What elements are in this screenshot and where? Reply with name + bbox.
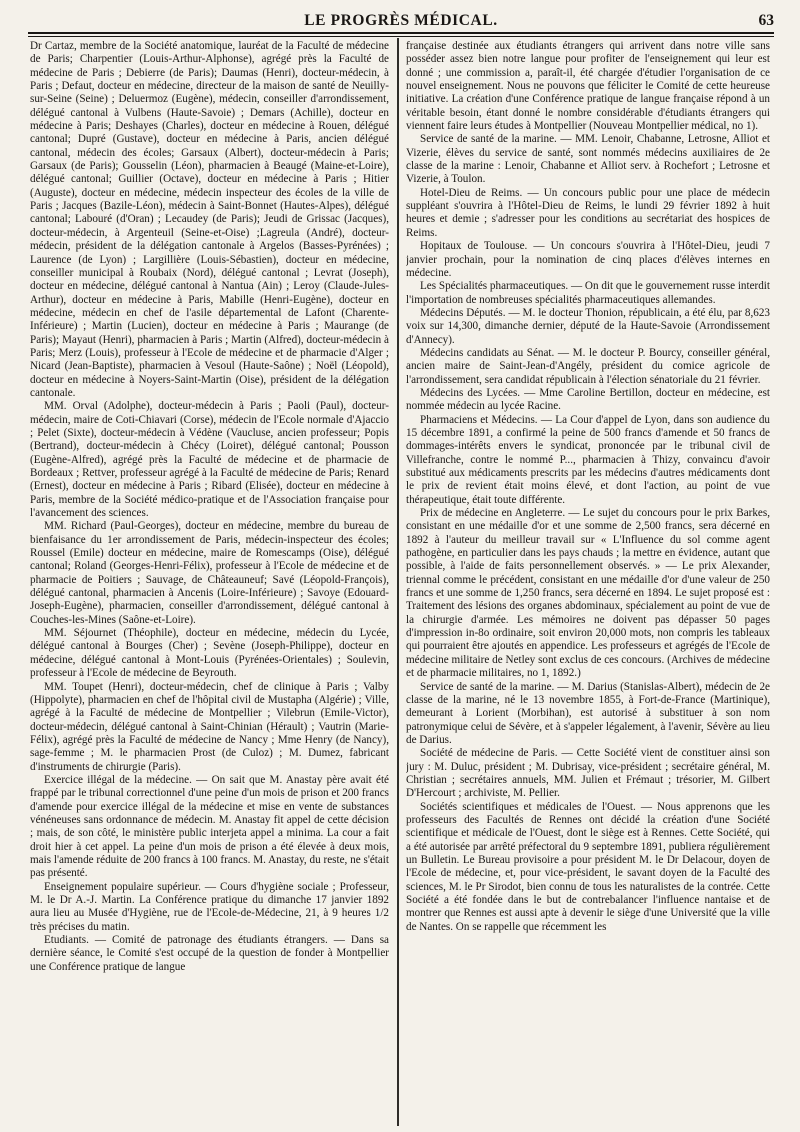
paragraph: MM. Toupet (Henri), docteur-médecin, chef de clinique à Paris ; Valby (Hippolyte), pharmacien en chef de l'hôpital civil de Mustapha (Algérie) ; Ville, agrégé à la Faculté de médecine de Montpellier ; Vilebrun (Emile-Victor), docteur-médecin, délégué cantonal à Saint-Chinian (Hérault) ; Vautrin (Marie-Félix), agrégé près la Faculté de médecine de Nancy ; Mme Henry (de Nancy), sage-femme ; M. le pharmacien Prost (de Culoz) ; M. Dumez, fabricant d'instruments de chirurgie (Paris). <box>30 680 389 773</box>
paragraph: Prix de médecine en Angleterre. — Le sujet du concours pour le prix Barkes, consistant en une médaille d'or et une somme de 2,500 francs, sera décerné en 1892 à l'auteur du meilleur travail sur « L'Influence du sol comme agent pathogène, en particulier dans les pays chauds ; la mettre en évidence, autant que possible, à l'aide de faits personnellement observés. » — Le prix Alexander, triennal comme le précédent, consistant en une médaille d'or d'une valeur de 250 francs et une somme de 1,250 francs, sera décerné en 1894. Le sujet proposé est : Traitement des lésions des organes abdominaux, spécialement au point de vue de la chirurgie d'armée. Les mémoires ne doivent pas dépasser 50 pages d'impression in-8o ordinaire, soit environ 20,000 mots, non compris les tableaux qui pourraient être ajoutés en appendice. Les professeurs et agrégés de l'Ecole de médecine militaire de Netley sont exclus de ces concours. (Archives de médecine et de pharmacie militaires, no 1, 1892.) <box>406 507 770 680</box>
paragraph: Hotel-Dieu de Reims. — Un concours public pour une place de médecin suppléant s'ouvrira à l'Hôtel-Dieu de Reims, le lundi 29 février 1892 à huit heures et demie ; s'adresser pour les conditions au secrétariat des hospices de Reims. <box>406 186 770 239</box>
header-rule <box>28 32 774 34</box>
journal-title: LE PROGRÈS MÉDICAL. <box>304 12 498 29</box>
paragraph: Exercice illégal de la médecine. — On sait que M. Anastay père avait été frappé par le tribunal correctionnel d'une peine d'un mois de prison et 200 francs d'amende pour exercice illégal de la médecine et mise en vente de substances vénéneuses sans ordonnance de médecin. M. Anastay fit appel de cette décision ; mais, de son côté, le ministère public interjeta appel a minima. La cour a fait droit hier à cet appel. La peine d'un mois de prison a été élevée à deux mois, mais l'amende réduite de 200 francs à 100 francs. M. Anastay, du reste, ne s'était pas présenté. <box>30 773 389 880</box>
page-number: 63 <box>758 12 774 29</box>
page-header <box>28 8 774 30</box>
paragraph: Médecins Députés. — M. le docteur Thonion, républicain, a été élu, par 8,623 voix sur 14,300, dimanche dernier, député de la Haute-Savoie (Arrondissement d'Annecy). <box>406 306 770 346</box>
header-rule-thin <box>28 36 774 37</box>
paragraph: Service de santé de la marine. — MM. Lenoir, Chabanne, Letrosne, Alliot et Vizerie, élèves du service de santé, sont nommés médecins auxiliaires de 2e classe de la marine : Lenoir, Chabanne et Alliot serv. à Rochefort ; Letrosne et Vizerie, à Toulon. <box>406 133 770 186</box>
paragraph: Société de médecine de Paris. — Cette Société vient de constituer ainsi son jury : M. Duluc, président ; M. Dubrisay, vice-président ; secrétaire général, M. Christian ; secrétaires annuels, MM. Julien et Frémaut ; trésorier, M. Gilbert D'Hercourt ; archiviste, M. Pellier. <box>406 747 770 800</box>
column-divider <box>397 38 399 1126</box>
paragraph: Médecins des Lycées. — Mme Caroline Bertillon, docteur en médecine, est nommée médecin au lycée Racine. <box>406 386 770 413</box>
paragraph: Etudiants. — Comité de patronage des étudiants étrangers. — Dans sa dernière séance, le Comité s'est occupé de la question de fonder à Montpellier une Conférence pratique de langue <box>30 934 389 973</box>
paragraph: Sociétés scientifiques et médicales de l'Ouest. — Nous apprenons que les professeurs des Facultés de Rennes ont décidé la création d'une Société scientifique et médicale de l'Ouest, dont le siège est à Rennes. Cette Société, qui a été autorisée par arrêté préfectoral du 9 septembre 1891, publiera régulièrement un Bulletin. Le Bureau provisoire a pour président M. le Dr Delacour, doyen de l'Ecole de médecine, et, pour vice-président, le savant doyen de la Faculté des sciences, M. le Pr Sirodot, bien connu de tous les naturalistes de la contrée. Cette Société a été fondée dans le but de contrebalancer l'influence nantaise et de montrer que Rennes est aussi apte à devenir le siège d'une Université que la ville de Nantes. On se rappelle que récemment les <box>406 800 770 933</box>
paragraph: Enseignement populaire supérieur. — Cours d'hygiène sociale ; Professeur, M. le Dr A.-J. Martin. La Conférence pratique du dimanche 17 janvier 1892 aura lieu au Musée d'Hygiène, rue de l'Ecole-de-Médecine, 21, à 9 heures 1/2 très précises du matin. <box>30 880 389 933</box>
paragraph: MM. Orval (Adolphe), docteur-médecin à Paris ; Paoli (Paul), docteur-médecin, maire de Coti-Chiavari (Corse), médecin de l'Ecole normale d'Ajaccio ; Pelet (Sixte), docteur-médecin à Védène (Vaucluse, ancien professeur; Popis (Bertrand), docteur-médecin à Chécy (Loiret), délégué cantonal; Pousson (Eugène-Alfred), agrégé près la Faculté de médecine et de pharmacie de Bordeaux ; Rettver, professeur agrégé à la Faculté de médecine de Paris; Renard (Ernest), docteur en médecine à Paris ; Ribard (Elisée), docteur en médecine à Paris, membre de la Société médico-pratique et de l'Association française pour l'avancement des sciences. <box>30 400 389 520</box>
paragraph: Pharmaciens et Médecins. — La Cour d'appel de Lyon, dans son audience du 15 décembre 1891, a confirmé la peine de 500 francs d'amende et 50 francs de dommages-intérêts envers le syndicat, prononcée par le tribunal civil de Villefranche, contre le nommé P..., pharmacien à Thizy, convaincu d'avoir substitué aux médicaments prescrits par les médecins d'autres médicaments dont le prix de revient était moins élevé, et dont l'action, au point de vue thérapeutique, était toute différente. <box>406 413 770 506</box>
paragraph: MM. Séjournet (Théophile), docteur en médecine, médecin du Lycée, délégué cantonal à Bourges (Cher) ; Sevène (Joseph-Philippe), docteur en médecine, délégué cantonal à Mont-Louis (Pyrénées-Orientales) ; Soulevin, professeur à l'Ecole de médecine de Beyrouth. <box>30 627 389 680</box>
paragraph: Médecins candidats au Sénat. — M. le docteur P. Bourcy, conseiller général, ancien maire de Saint-Jean-d'Angély, président du comice agricole de l'arrondissement, sera candidat républicain à l'élection sénatoriale du 21 février. <box>406 346 770 386</box>
paragraph: MM. Richard (Paul-Georges), docteur en médecine, membre du bureau de bienfaisance du 1er arrondissement de Paris, médecin-inspecteur des écoles; Roussel (Emile) docteur en médecine, maire de Romescamps (Oise), délégué cantonal; Roland (Georges-Henri-Félix), professeur à l'Ecole de médecine et de pharmacie de Poitiers ; Sauvage, de Châteauneuf; Savé (Léopold-François), délégué cantonal, pharmacien à Ancenis (Loire-Inférieure) ; Savoye (Edouard-Joseph-Eugène), pharmacien, conseiller d'arrondissement, délégué cantonal à Couches-les-Mines (Saône-et-Loire). <box>30 520 389 626</box>
paragraph: française destinée aux étudiants étrangers qui arrivent dans notre ville sans posséder assez bien notre langue pour profiter de l'enseignement qui leur est donné ; une commission a, paraît-il, été chargée d'étudier l'organisation de ce nouvel enseignement. Nous ne pouvons que féliciter le Comité de cette heureuse initiative. La création d'une Conférence pratique de langue française répond à un véritable besoin, étant donné le nombre considérable d'étudiants étrangers qui viennent faire leurs études à Montpellier (Nouveau Montpellier médical, no 1). <box>406 40 770 133</box>
paragraph: Les Spécialités pharmaceutiques. — On dit que le gouvernement russe interdit l'importation de nombreuses spécialités pharmaceutiques allemandes. <box>406 280 770 306</box>
left-column <box>30 40 389 1126</box>
paragraph: Service de santé de la marine. — M. Darius (Stanislas-Albert), médecin de 2e classe de la marine, né le 13 novembre 1855, à Fort-de-France (Martinique), demeurant à Lorient (Morbihan), est autorisé à substituer à son nom patronymique celui de Sévère, et à s'appeler légalement, à l'avenir, Sévère au lieu de Darius. <box>406 680 770 746</box>
paragraph: Dr Cartaz, membre de la Société anatomique, lauréat de la Faculté de médecine de Paris; Charpentier (Louis-Arthur-Alphonse), agrégé près la Faculté de médecine de Paris ; Debierre (de Paris); Daumas (Henri), docteur-médecin, à Paris ; Defaut, docteur en médecine, directeur de la maison de santé de Neuilly-sur-Seine (Seine) ; Deluermoz (Eugène), médecin, conseiller d'arrondissement, délégué cantonal à Vulbens (Haute-Savoie) ; Demars (Achille), docteur en médecine à Paris; Deshayes (Charles), docteur en médecine à Rouen, délégué cantonal; Dupré (Gustave), docteur en médecine à Paris, ancien délégué cantonal, médecin des écoles; Garsaux (Albert), docteur-médecin à Paris; Garsaux (de Paris); Gousselin (Léon), pharmacien à Beaugé (Maine-et-Loire), délégué cantonal; Guillier (Octave), docteur en médecine à Paris ; Hitier (Auguste), docteur en médecine, médecin inspecteur des écoles de la ville de Paris ; Jacques (Bazile-Léon), médecin à Saint-Bonnet (Hautes-Alpes), délégué cantonal; Labouré (d'Oran) ; Lecaudey (de Paris); Jeudi de Grissac (Jacques), docteur-médecin, à Argenteuil (Seine-et-Oise) ;Lagreula (André), docteur-médecin, président de la délégation cantonale à Argelos (Basses-Pyrénées) ; Laurence (de Lyon) ; Largillière (Louis-Sébastien), docteur en médecine, conseiller municipal à Roubaix (Nord), délégué cantonal ; Levrat (Joseph), docteur en médecine, délégué cantonal à Nantua (Ain) ; Leroy (Claude-Jules-Arthur), docteur en médecine à Paris, Mabille (Henri-Eugène), docteur en médecine, médecin en chef de l'asile départemental de Lafont (Charente-Inférieure) ; Martin (Lucien), docteur en médecine à Paris ; Maurange (de Paris); Mayaut (Henri), pharmacien à Paris ; Martin (Alfred), docteur-médecin à Paris; Merz (Louis), professeur à l'Ecole de médecine et de pharmacie d'Alger ; Nicard (Jean-Baptiste), pharmacien à Vesoul (Haute-Saône) ; Noël (Léopold), docteur en médecine à Noyers-Saint-Martin (Oise), président de la délégation cantonale. <box>30 40 389 399</box>
paragraph: Hopitaux de Toulouse. — Un concours s'ouvrira à l'Hôtel-Dieu, jeudi 7 janvier prochain, pour la nomination de cinq places d'élèves internes en médecine. <box>406 240 770 279</box>
right-column <box>406 40 770 1126</box>
